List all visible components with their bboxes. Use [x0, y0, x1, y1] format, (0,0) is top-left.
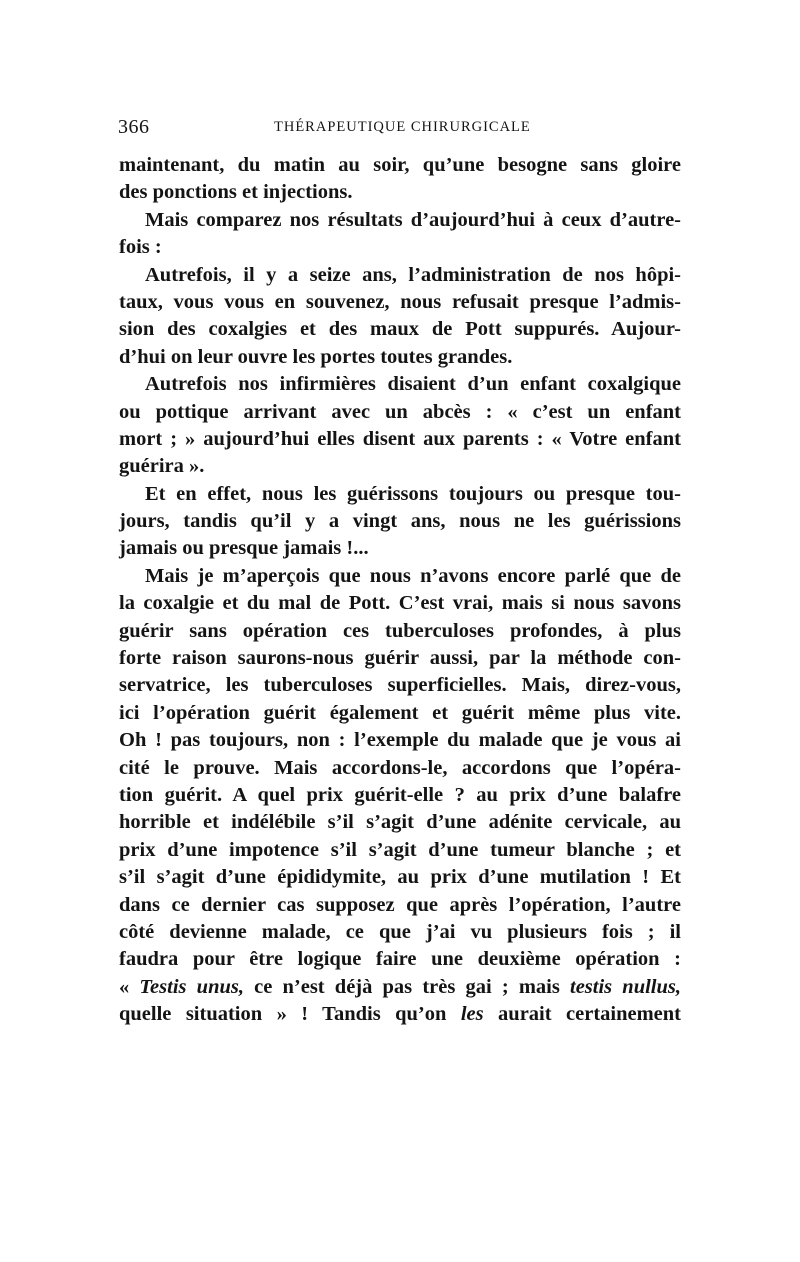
text-line-with-italics — [119, 1001, 681, 1028]
text-run: aurait certainement — [483, 1003, 681, 1026]
text-line: s’il s’agit d’une épididymite, au prix d’une mutilation ! Et — [119, 866, 681, 889]
text-line: sion des coxalgies et des maux de Pott suppurés. Aujour- — [119, 318, 681, 341]
text-line: la coxalgie et du mal de Pott. C’est vrai, mais si nous savons — [119, 592, 681, 615]
quote-open: « — [119, 975, 140, 998]
text-line: maintenant, du matin au soir, qu’une besogne sans gloire — [119, 154, 681, 176]
text-run: ce n’est déjà pas très gai ; mais — [243, 975, 570, 998]
text-line: tion guérit. A quel prix guérit-elle ? au prix d’une balafre — [119, 783, 681, 806]
page-number: 366 — [118, 116, 150, 138]
text-line: Et en effet, nous les guérissons toujours ou presque tou- — [145, 482, 681, 505]
text-line: Autrefois, il y a seize ans, l’administration de nos hôpi- — [145, 263, 681, 286]
italic-phrase: testis nullus, — [570, 975, 681, 998]
italic-word: les — [460, 1003, 484, 1026]
text-line: forte raison saurons-nous guérir aussi, par la méthode con- — [119, 647, 681, 670]
body-text — [119, 152, 681, 1029]
text-line: dans ce dernier cas supposez que après l’opération, l’autre — [119, 893, 681, 916]
text-line: jours, tandis qu’il y a vingt ans, nous ne les guérissions — [119, 510, 681, 533]
text-line-with-italics — [119, 974, 681, 1001]
text-line: Oh ! pas toujours, non : l’exemple du malade que je vous ai — [119, 729, 681, 752]
text-line: côté devienne malade, ce que j’ai vu plusieurs fois ; il — [119, 920, 681, 943]
text-line: cité le prouve. Mais accordons-le, accordons que l’opéra- — [119, 756, 681, 779]
running-title: THÉRAPEUTIQUE CHIRURGICALE — [274, 119, 531, 135]
running-head — [118, 116, 680, 142]
text-run: quelle situation » ! Tandis qu’on — [119, 1003, 461, 1026]
text-line: ou pottique arrivant avec un abcès : « c’est un enfant — [119, 400, 681, 423]
text-line: ici l’opération guérit également et guérit même plus vite. — [119, 701, 681, 724]
text-line: des ponctions et injections. — [119, 181, 353, 204]
text-line: Mais comparez nos résultats d’aujourd’hui à ceux d’autre- — [145, 208, 681, 231]
text-line: guérir sans opération ces tuberculoses profondes, à plus — [119, 619, 681, 642]
text-line: horrible et indélébile s’il s’agit d’une adénite cervicale, au — [119, 811, 681, 834]
text-line: d’hui on leur ouvre les portes toutes grandes. — [119, 345, 513, 368]
italic-phrase: Testis unus, — [139, 975, 244, 998]
text-line: servatrice, les tuberculoses superficielles. Mais, direz-vous, — [119, 674, 681, 697]
text-line: jamais ou presque jamais !... — [119, 537, 369, 560]
text-line: guérira ». — [119, 455, 205, 478]
text-line: mort ; » aujourd’hui elles disent aux parents : « Votre enfant — [119, 427, 681, 450]
text-line: prix d’une impotence s’il s’agit d’une tumeur blanche ; et — [119, 838, 681, 861]
text-line: faudra pour être logique faire une deuxième opération : — [119, 948, 681, 971]
text-line: taux, vous vous en souvenez, nous refusait presque l’admis- — [119, 290, 681, 313]
text-line: Autrefois nos infirmières disaient d’un enfant coxalgique — [145, 373, 681, 396]
text-line: Mais je m’aperçois que nous n’avons encore parlé que de — [145, 564, 681, 587]
text-line: fois : — [119, 236, 162, 259]
